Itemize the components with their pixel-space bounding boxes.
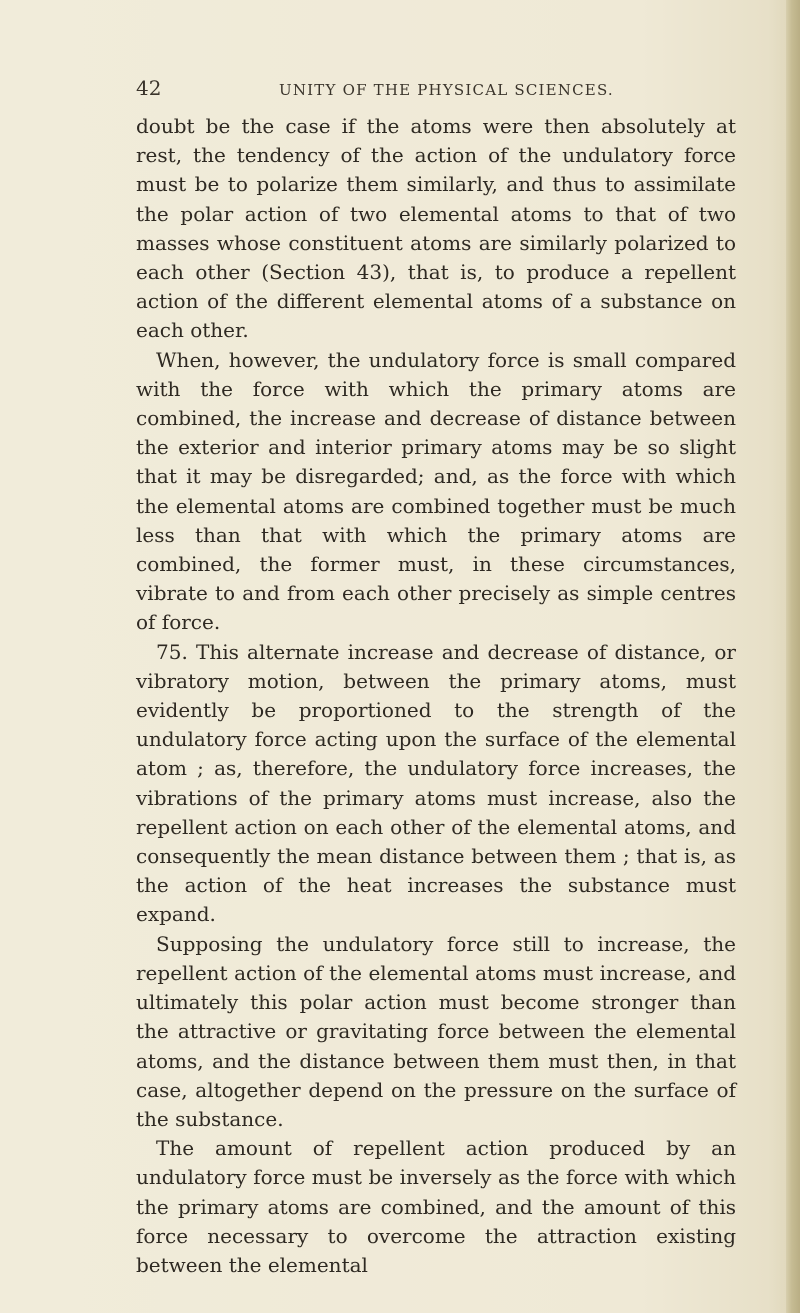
paragraph-continuation: doubt be the case if the atoms were then absolutely at rest, the tendency of the action of the undulatory force must be to polarize them similarly, and thus to assimilate the polar action of two elemental atoms to that of two masses whose constituent atoms are similarly polarized to each other (Section 43), that is, to produce a repellent action of the different elemental atoms of a substance on each other.: [136, 114, 736, 343]
paragraph: When, however, the undulatory force is small compared with the force with which the primary atoms are combined, the increase and decrease of distance between the exterior and interior primary atoms may be so slight that it may be disregarded; and, as the force with which the elemental atoms are combined together must be much less than that with which the primary atoms are combined, the former must, in these circumstances, vibrate to and from each other precisely as simple centres of force.: [136, 347, 736, 635]
body-text: [136, 112, 736, 1280]
page-number: 42: [136, 76, 162, 100]
paragraph-section-75: 75. This alternate increase and decrease of distance, or vibratory motion, between the primary atoms, must evidently be proportioned to the strength of the undulatory force acting upon the surface of the elemental atom ; as, therefore, the undulatory force increases, the vibrations of the primary atoms must increase, also the repellent action on each other of the elemental atoms, and consequently the mean distance between them ; that is, as the action of the heat increases the substance must expand.: [136, 639, 736, 927]
page-header: [136, 76, 736, 100]
paragraph: Supposing the undulatory force still to increase, the repellent action of the elemental atoms must increase, and ultimately this polar action must become stronger than the attractive or gravitating force between the elemental atoms, and the distance between them must then, in that case, altogether depend on the pressure on the surface of the substance.: [136, 931, 736, 1131]
page-edge-shadow: [786, 0, 800, 1313]
running-head: UNITY OF THE PHYSICAL SCIENCES.: [279, 81, 614, 99]
paragraph: The amount of repellent action produced by an undulatory force must be inversely as the force with which the primary atoms are combined, and the amount of this force necessary to overcome the attraction existing between the elemental: [136, 1136, 736, 1277]
